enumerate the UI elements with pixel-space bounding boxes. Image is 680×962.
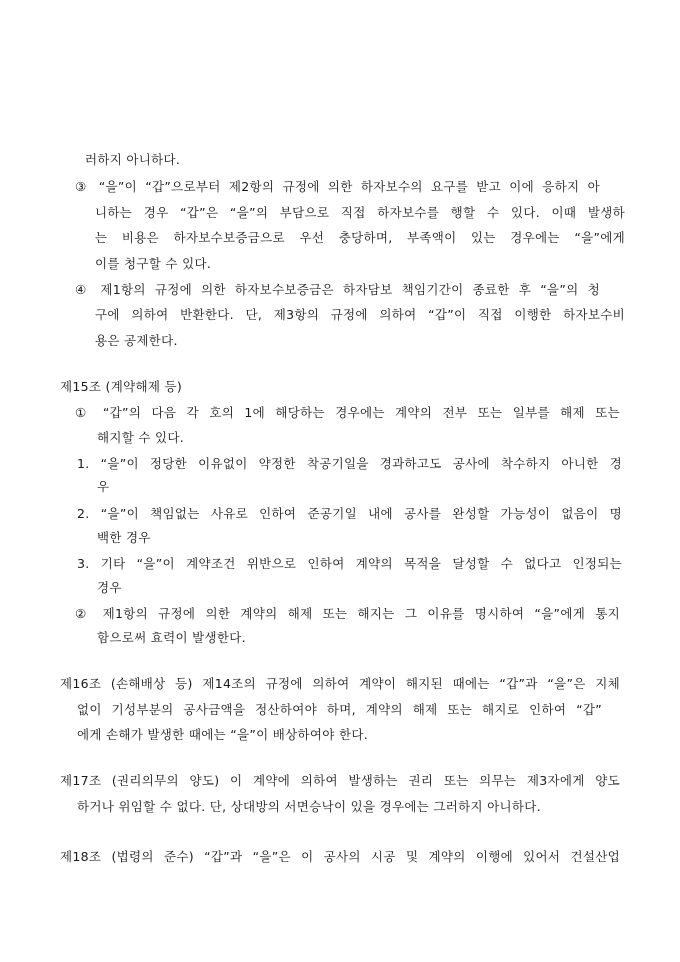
text-line: 러하지 아니하다.: [85, 152, 181, 167]
clause-17: 제17조 (권리의무의 양도) 이 계약에 의하여 발생하는 권리 또는 의무는 제3자에게 양도: [60, 773, 620, 788]
text-line: 니하는 경우 “갑”은 “을”의 부담으로 직접 하자보수를 행할 수 있다. 이때 발생하: [95, 205, 625, 220]
text-line: 우: [97, 479, 110, 494]
clause-15-item-2: ② 제1항의 규정에 의한 계약의 해제 또는 해지는 그 이유를 명시하여 “을”에게 통지: [75, 606, 620, 621]
clause-15-subitem-3: 3. 기타 “을”이 계약조건 위반으로 인하여 계약의 목적을 달성할 수 없다고 인정되는: [77, 556, 622, 571]
text-line: 는 비용은 하자보수보증금으로 우선 충당하며, 부족액이 있는 경우에는 “을”에게: [95, 230, 625, 245]
clause-15-subitem-2: 2. “을”이 책임없는 사유로 인하여 준공기일 내에 공사를 완성할 가능성이 없음이 명: [77, 506, 622, 521]
clause-16: 제16조 (손해배상 등) 제14조의 규정에 의하여 계약이 해지된 때에는 “갑”과 “을”은 지체: [60, 676, 620, 691]
text-line: 백한 경우: [97, 530, 151, 545]
text-line: 이를 청구할 수 있다.: [95, 256, 212, 271]
clause-15-subitem-1: 1. “을”이 정당한 이유없이 약정한 착공기일을 경과하고도 공사에 착수하지 아니한 경: [77, 456, 622, 471]
clause-15-heading: 제15조 (계약해제 등): [60, 379, 183, 394]
text-line: 구에 의하여 반환한다. 단, 제3항의 규정에 의하여 “갑”이 직접 이행한 하자보수비: [95, 307, 625, 322]
text-line: 함으로써 효력이 발생한다.: [97, 630, 246, 645]
text-line: 하거나 위임할 수 없다. 단, 상대방의 서면승낙이 있을 경우에는 그러하지 아니하다.: [77, 799, 541, 814]
text-line: 에게 손해가 발생한 때에는 “을”이 배상하여야 한다.: [77, 727, 368, 742]
clause-14-item-3: ③ “을”이 “갑”으로부터 제2항의 규정에 의한 하자보수의 요구를 받고 이에 응하지 아: [75, 179, 600, 194]
clause-18: 제18조 (법령의 준수) “갑”과 “을”은 이 공사의 시공 및 계약의 이행에 있어서 건설산업: [60, 849, 620, 864]
text-line: 용은 공제한다.: [95, 333, 178, 348]
text-line: 경우: [97, 580, 122, 595]
text-line: 해지할 수 있다.: [97, 430, 185, 445]
text-line: 없이 기성부분의 공사금액을 정산하여야 하며, 계약의 해제 또는 해지로 인하여 “갑”: [77, 702, 602, 717]
clause-15-item-1: ① “갑”의 다음 각 호의 1에 해당하는 경우에는 계약의 전부 또는 일부를 해제 또는: [75, 405, 620, 420]
clause-14-item-4: ④ 제1항의 규정에 의한 하자보수보증금은 하자담보 책임기간이 종료한 후 “을”의 청: [75, 282, 600, 297]
